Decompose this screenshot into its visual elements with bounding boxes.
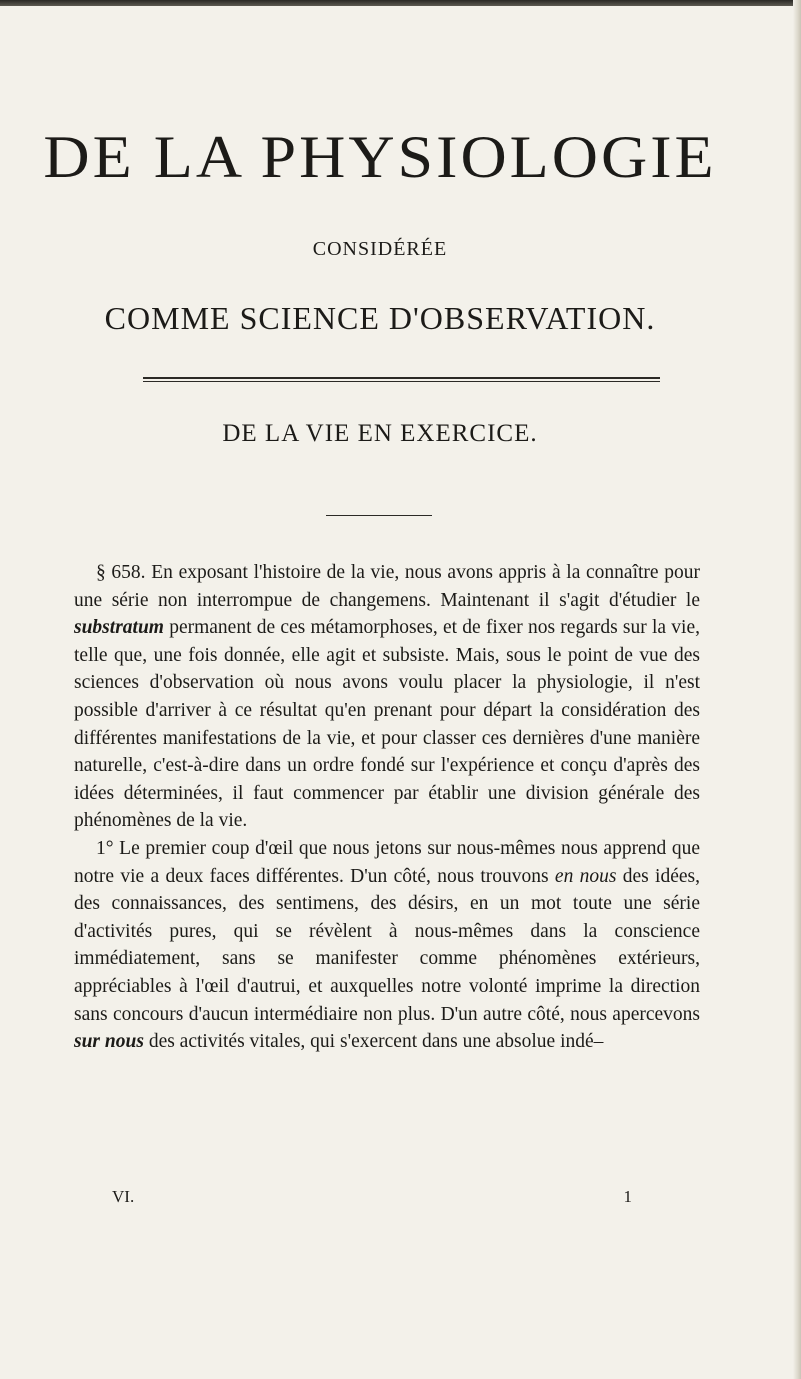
paragraph-text: § 658. En exposant l'histoire de la vie, nous avons appris à la connaître pour une série non interrompue de changemens. Maintenant il s'agit d'étudier le xyxy=(74,562,700,611)
page-subtitle-2: COMME SCIENCE D'OBSERVATION. xyxy=(104,300,656,336)
emphasis-sur-nous: sur nous xyxy=(74,1031,144,1053)
page-footer xyxy=(112,1187,632,1207)
title-divider xyxy=(143,377,660,382)
paragraph-text: 1° Le premier coup d'œil que nous jetons sur nous-mêmes nous apprend que notre vie a deux faces différentes. D'un côté, nous trouvons xyxy=(74,837,700,887)
section-divider xyxy=(326,515,432,516)
paragraph-text: des idées, des connaissances, des sentimens, des désirs, en un mot toute une série d'activités pures, qui se révèlent à nous-mêmes dans la conscience immédiatement, sans se manifester comme phénomènes extérieurs, appréciables à l'œil d'autrui, et auxquelles notre volonté imprime la direction sans concours d'aucun intermédiaire non plus. D'un autre côté, nous apercevons xyxy=(74,865,701,1025)
body-text xyxy=(74,559,700,1056)
paragraph-658 xyxy=(74,559,700,835)
section-heading: DE LA VIE EN EXERCICE. xyxy=(222,420,538,447)
page-title: DE LA PHYSIOLOGIE xyxy=(43,122,717,191)
paragraph-1 xyxy=(74,835,700,1056)
signature-number: 1 xyxy=(623,1187,632,1206)
paragraph-text: des activités vitales, qui s'exercent dans une absolue indé– xyxy=(143,1031,604,1053)
paragraph-text: permanent de ces métamorphoses, et de fixer nos regards sur la vie, telle que, une fois donnée, elle agit et subsiste. Mais, sous le point de vue des sciences d'observation où nous avons voulu placer la physiologie, il n'est possible d'arriver à ce résultat qu'en prenant pour départ la considération des différentes manifestations de la vie, et pour classer ces dernières d'une manière naturelle, c'est-à-dire dans un ordre fondé sur l'expérience et conçu d'après des idées déterminées, il faut commencer par établir une division générale des phénomènes de la vie. xyxy=(74,617,700,832)
emphasis-en-nous: en nous xyxy=(554,865,617,887)
emphasis-substratum: substratum xyxy=(74,617,164,639)
signature-mark: VI. xyxy=(112,1187,135,1206)
page-subtitle: CONSIDÉRÉE xyxy=(312,238,448,260)
